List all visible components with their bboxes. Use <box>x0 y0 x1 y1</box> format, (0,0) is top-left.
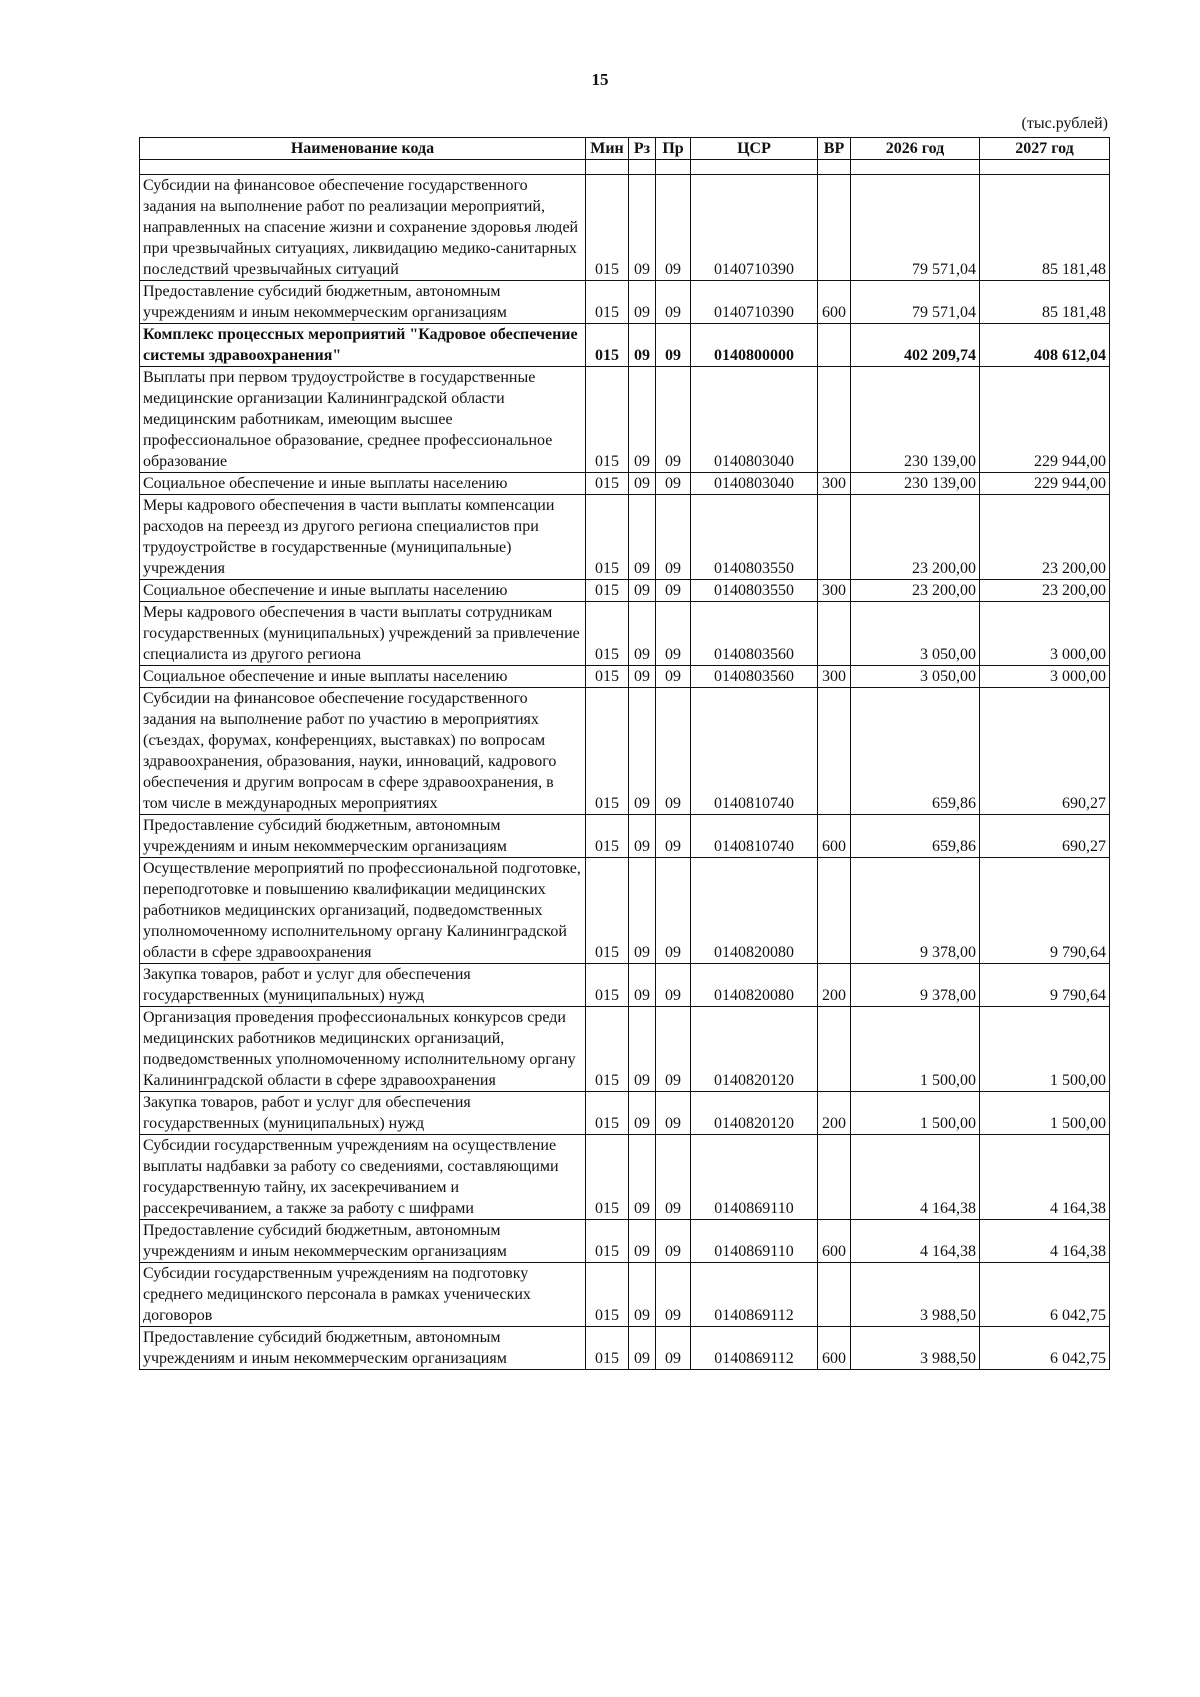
row-min-cell: 015 <box>586 1220 629 1263</box>
row-2027-cell: 408 612,04 <box>980 324 1110 367</box>
row-min-cell: 015 <box>586 1007 629 1092</box>
row-2027-cell: 3 000,00 <box>980 666 1110 688</box>
row-rz-cell: 09 <box>629 1220 656 1263</box>
header-cell: Наименование кода <box>140 138 586 160</box>
row-name-cell: Предоставление субсидий бюджетным, автономным учреждениям и иным некоммерческим организациям <box>140 815 586 858</box>
row-2027-cell: 9 790,64 <box>980 964 1110 1007</box>
row-2026-cell: 230 139,00 <box>851 367 980 473</box>
row-min-cell: 015 <box>586 473 629 495</box>
row-pr-cell: 09 <box>656 495 691 580</box>
row-rz-cell: 09 <box>629 281 656 324</box>
row-csr-cell: 0140869110 <box>691 1135 818 1220</box>
header-cell: ВР <box>818 138 851 160</box>
budget-table <box>139 137 1110 1370</box>
row-min-cell: 015 <box>586 175 629 281</box>
row-min-cell: 015 <box>586 1135 629 1220</box>
row-pr-cell: 09 <box>656 367 691 473</box>
row-name-cell: Закупка товаров, работ и услуг для обеспечения государственных (муниципальных) нужд <box>140 964 586 1007</box>
row-vr-cell: 200 <box>818 964 851 1007</box>
table-row <box>140 602 1110 666</box>
row-rz-cell: 09 <box>629 473 656 495</box>
table-row <box>140 1327 1110 1370</box>
header-cell: Рз <box>629 138 656 160</box>
row-2027-cell: 6 042,75 <box>980 1263 1110 1327</box>
row-2026-cell: 3 050,00 <box>851 666 980 688</box>
row-name-cell: Социальное обеспечение и иные выплаты населению <box>140 666 586 688</box>
row-vr-cell <box>818 688 851 815</box>
row-2026-cell: 4 164,38 <box>851 1220 980 1263</box>
row-pr-cell: 09 <box>656 281 691 324</box>
row-min-cell: 015 <box>586 688 629 815</box>
row-2027-cell: 85 181,48 <box>980 281 1110 324</box>
row-vr-cell: 600 <box>818 281 851 324</box>
row-pr-cell: 09 <box>656 688 691 815</box>
table-row <box>140 858 1110 964</box>
row-min-cell: 015 <box>586 495 629 580</box>
row-2026-cell: 79 571,04 <box>851 281 980 324</box>
row-min-cell: 015 <box>586 1263 629 1327</box>
row-name-cell: Предоставление субсидий бюджетным, автономным учреждениям и иным некоммерческим организациям <box>140 281 586 324</box>
row-name-cell: Меры кадрового обеспечения в части выплаты сотрудникам государственных (муниципальных) учреждений за привлечение специалиста из другого региона <box>140 602 586 666</box>
row-min-cell: 015 <box>586 1092 629 1135</box>
row-name-cell: Выплаты при первом трудоустройстве в государственные медицинские организации Калининградской области медицинским работникам, имеющим высшее профессиональное образование, среднее профессиональное образование <box>140 367 586 473</box>
row-rz-cell: 09 <box>629 688 656 815</box>
row-pr-cell: 09 <box>656 324 691 367</box>
row-2027-cell: 4 164,38 <box>980 1135 1110 1220</box>
row-rz-cell: 09 <box>629 367 656 473</box>
row-2027-cell: 9 790,64 <box>980 858 1110 964</box>
row-rz-cell: 09 <box>629 1263 656 1327</box>
row-2026-cell: 1 500,00 <box>851 1007 980 1092</box>
row-name-cell: Осуществление мероприятий по профессиональной подготовке, переподготовке и повышению квалификации медицинских работников медицинских организаций, подведомственных уполномоченному исполнительному органу Калининградской области в сфере здравоохранения <box>140 858 586 964</box>
row-pr-cell: 09 <box>656 666 691 688</box>
row-2026-cell: 9 378,00 <box>851 858 980 964</box>
row-pr-cell: 09 <box>656 580 691 602</box>
row-2026-cell: 3 988,50 <box>851 1263 980 1327</box>
table-row <box>140 1263 1110 1327</box>
row-csr-cell: 0140803560 <box>691 602 818 666</box>
row-min-cell: 015 <box>586 815 629 858</box>
table-row <box>140 1092 1110 1135</box>
page-number: 15 <box>591 70 609 89</box>
header-cell: ЦСР <box>691 138 818 160</box>
row-vr-cell: 600 <box>818 1327 851 1370</box>
row-vr-cell <box>818 175 851 281</box>
row-2026-cell: 3 988,50 <box>851 1327 980 1370</box>
row-rz-cell: 09 <box>629 964 656 1007</box>
row-rz-cell: 09 <box>629 1327 656 1370</box>
row-csr-cell: 0140803040 <box>691 367 818 473</box>
row-name-cell: Социальное обеспечение и иные выплаты населению <box>140 580 586 602</box>
row-name-cell: Меры кадрового обеспечения в части выплаты компенсации расходов на переезд из другого региона специалистов при трудоустройстве в государственные (муниципальные) учреждения <box>140 495 586 580</box>
row-2026-cell: 659,86 <box>851 815 980 858</box>
header-cell: 2026 год <box>851 138 980 160</box>
row-pr-cell: 09 <box>656 602 691 666</box>
row-name-cell: Закупка товаров, работ и услуг для обеспечения государственных (муниципальных) нужд <box>140 1092 586 1135</box>
row-2027-cell: 23 200,00 <box>980 580 1110 602</box>
table-row <box>140 175 1110 281</box>
row-2027-cell: 1 500,00 <box>980 1007 1110 1092</box>
row-rz-cell: 09 <box>629 858 656 964</box>
header-cell: 2027 год <box>980 138 1110 160</box>
row-pr-cell: 09 <box>656 175 691 281</box>
row-min-cell: 015 <box>586 1327 629 1370</box>
row-vr-cell: 200 <box>818 1092 851 1135</box>
row-2027-cell: 690,27 <box>980 688 1110 815</box>
row-name-cell: Предоставление субсидий бюджетным, автономным учреждениям и иным некоммерческим организациям <box>140 1220 586 1263</box>
units-label: (тыс.рублей) <box>1021 115 1108 132</box>
row-2027-cell: 23 200,00 <box>980 495 1110 580</box>
row-2027-cell: 4 164,38 <box>980 1220 1110 1263</box>
row-rz-cell: 09 <box>629 175 656 281</box>
row-2027-cell: 229 944,00 <box>980 473 1110 495</box>
row-csr-cell: 0140869112 <box>691 1263 818 1327</box>
row-vr-cell: 600 <box>818 1220 851 1263</box>
row-vr-cell <box>818 324 851 367</box>
row-name-cell: Предоставление субсидий бюджетным, автономным учреждениям и иным некоммерческим организациям <box>140 1327 586 1370</box>
header-cell: Пр <box>656 138 691 160</box>
table-row <box>140 281 1110 324</box>
row-2026-cell: 230 139,00 <box>851 473 980 495</box>
row-csr-cell: 0140810740 <box>691 688 818 815</box>
row-min-cell: 015 <box>586 324 629 367</box>
row-vr-cell <box>818 495 851 580</box>
row-rz-cell: 09 <box>629 815 656 858</box>
row-vr-cell <box>818 858 851 964</box>
row-csr-cell: 0140803040 <box>691 473 818 495</box>
row-rz-cell: 09 <box>629 602 656 666</box>
row-2027-cell: 3 000,00 <box>980 602 1110 666</box>
row-min-cell: 015 <box>586 281 629 324</box>
table-row <box>140 666 1110 688</box>
row-rz-cell: 09 <box>629 1092 656 1135</box>
row-pr-cell: 09 <box>656 815 691 858</box>
row-pr-cell: 09 <box>656 1092 691 1135</box>
table-header-row <box>140 138 1110 160</box>
table-row <box>140 688 1110 815</box>
row-2026-cell: 4 164,38 <box>851 1135 980 1220</box>
row-name-cell: Субсидии на финансовое обеспечение государственного задания на выполнение работ по реализации мероприятий, направленных на спасение жизни и сохранение здоровья людей при чрезвычайных ситуациях, ликвидацию медико-санитарных последствий чрезвычайных ситуаций <box>140 175 586 281</box>
row-min-cell: 015 <box>586 858 629 964</box>
row-2026-cell: 659,86 <box>851 688 980 815</box>
row-csr-cell: 0140820120 <box>691 1092 818 1135</box>
table-row <box>140 815 1110 858</box>
header-cell: Мин <box>586 138 629 160</box>
row-min-cell: 015 <box>586 580 629 602</box>
row-2027-cell: 690,27 <box>980 815 1110 858</box>
table-row <box>140 580 1110 602</box>
row-vr-cell: 300 <box>818 473 851 495</box>
row-2026-cell: 23 200,00 <box>851 495 980 580</box>
row-csr-cell: 0140710390 <box>691 175 818 281</box>
row-2027-cell: 1 500,00 <box>980 1092 1110 1135</box>
row-2027-cell: 229 944,00 <box>980 367 1110 473</box>
row-rz-cell: 09 <box>629 580 656 602</box>
row-rz-cell: 09 <box>629 666 656 688</box>
row-vr-cell: 300 <box>818 666 851 688</box>
row-csr-cell: 0140820080 <box>691 964 818 1007</box>
row-2027-cell: 6 042,75 <box>980 1327 1110 1370</box>
row-min-cell: 015 <box>586 367 629 473</box>
row-pr-cell: 09 <box>656 1220 691 1263</box>
row-name-cell: Субсидии государственным учреждениям на подготовку среднего медицинского персонала в рамках ученических договоров <box>140 1263 586 1327</box>
row-csr-cell: 0140820120 <box>691 1007 818 1092</box>
row-2026-cell: 3 050,00 <box>851 602 980 666</box>
row-csr-cell: 0140869110 <box>691 1220 818 1263</box>
row-csr-cell: 0140803550 <box>691 495 818 580</box>
row-name-cell: Социальное обеспечение и иные выплаты населению <box>140 473 586 495</box>
row-rz-cell: 09 <box>629 1007 656 1092</box>
row-min-cell: 015 <box>586 964 629 1007</box>
row-2026-cell: 23 200,00 <box>851 580 980 602</box>
table-row <box>140 964 1110 1007</box>
row-2026-cell: 402 209,74 <box>851 324 980 367</box>
row-name-cell: Субсидии на финансовое обеспечение государственного задания на выполнение работ по участию в мероприятиях (съездах, форумах, конференциях, выставках) по вопросам здравоохранения, образования, науки, инноваций, кадрового обеспечения и другим вопросам в сфере здравоохранения, в том числе в международных мероприятиях <box>140 688 586 815</box>
row-vr-cell <box>818 1135 851 1220</box>
row-pr-cell: 09 <box>656 1327 691 1370</box>
row-csr-cell: 0140869112 <box>691 1327 818 1370</box>
row-name-cell: Организация проведения профессиональных конкурсов среди медицинских работников медицинских организаций, подведомственных уполномоченному исполнительному органу Калининградской области в сфере здравоохранения <box>140 1007 586 1092</box>
table-row <box>140 1135 1110 1220</box>
row-pr-cell: 09 <box>656 1007 691 1092</box>
row-2026-cell: 79 571,04 <box>851 175 980 281</box>
row-2027-cell: 85 181,48 <box>980 175 1110 281</box>
row-min-cell: 015 <box>586 666 629 688</box>
table-row <box>140 1220 1110 1263</box>
table-row <box>140 1007 1110 1092</box>
row-csr-cell: 0140800000 <box>691 324 818 367</box>
row-csr-cell: 0140810740 <box>691 815 818 858</box>
row-vr-cell: 600 <box>818 815 851 858</box>
row-2026-cell: 9 378,00 <box>851 964 980 1007</box>
row-csr-cell: 0140803550 <box>691 580 818 602</box>
table-row <box>140 473 1110 495</box>
table-spacer-row <box>140 160 1110 175</box>
row-rz-cell: 09 <box>629 1135 656 1220</box>
row-vr-cell <box>818 602 851 666</box>
table-row <box>140 324 1110 367</box>
row-min-cell: 015 <box>586 602 629 666</box>
row-csr-cell: 0140820080 <box>691 858 818 964</box>
row-csr-cell: 0140803560 <box>691 666 818 688</box>
row-pr-cell: 09 <box>656 1135 691 1220</box>
row-vr-cell: 300 <box>818 580 851 602</box>
row-csr-cell: 0140710390 <box>691 281 818 324</box>
row-name-cell: Комплекс процессных мероприятий "Кадровое обеспечение системы здравоохранения" <box>140 324 586 367</box>
row-pr-cell: 09 <box>656 964 691 1007</box>
row-2026-cell: 1 500,00 <box>851 1092 980 1135</box>
row-pr-cell: 09 <box>656 473 691 495</box>
row-pr-cell: 09 <box>656 1263 691 1327</box>
row-rz-cell: 09 <box>629 324 656 367</box>
row-rz-cell: 09 <box>629 495 656 580</box>
row-name-cell: Субсидии государственным учреждениям на осуществление выплаты надбавки за работу со сведениями, составляющими государственную тайну, их засекречиванием и рассекречиванием, а также за работу с шифрами <box>140 1135 586 1220</box>
table-row <box>140 367 1110 473</box>
row-vr-cell <box>818 367 851 473</box>
table-body <box>140 160 1110 1370</box>
table-row <box>140 495 1110 580</box>
row-pr-cell: 09 <box>656 858 691 964</box>
row-vr-cell <box>818 1007 851 1092</box>
row-vr-cell <box>818 1263 851 1327</box>
